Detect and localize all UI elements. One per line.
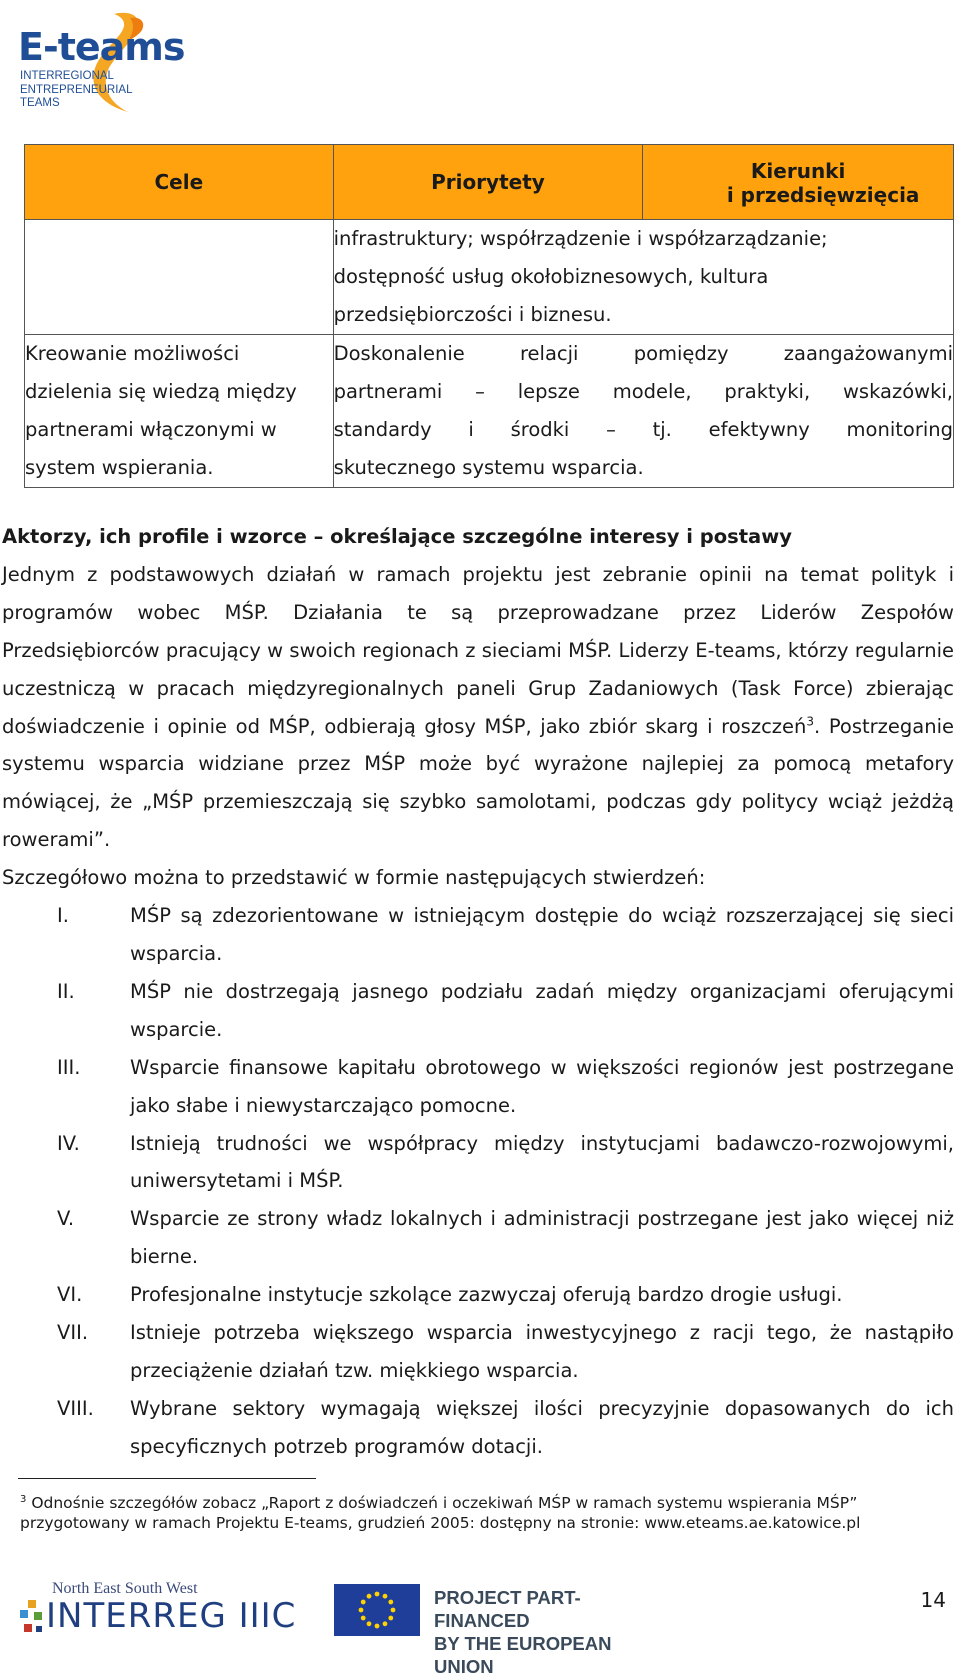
header-kierunki [643,145,954,220]
cell-line: przedsiębiorczości i biznesu. [333,303,612,326]
interreg-tagline: North East South West [52,1580,198,1597]
list-item-number: V. [57,1207,75,1231]
list-item [2,1049,954,1125]
cell-line: infrastruktury; współrządzenie i współzarządzanie; [333,227,828,250]
table-cell-cele [25,335,334,488]
cell-line: Doskonalenie relacji pomiędzy zaangażowanymi [333,342,953,365]
list-item-text: Wsparcie ze strony władz lokalnych i administracji postrzegane jest jako więcej niż bierne. [130,1207,954,1269]
list-item-number: VI. [57,1283,83,1307]
list-item-number: III. [57,1055,81,1079]
cell-line: partnerami – lepsze modele, praktyki, wskazówki, [333,380,953,403]
table-row [25,335,954,488]
logo-subtitle-line: TEAMS [20,97,60,109]
cell-line: skutecznego systemu wsparcia. [333,456,644,479]
cell-line: dzielenia się wiedzą między [25,380,297,403]
footnote-ref: 3 [806,714,815,729]
header-kierunki-line2: i przedsięwzięcia [726,183,920,207]
section-heading: Aktorzy, ich profile i wzorce – określające szczególne interesy i postawy [2,525,792,548]
table-row [25,220,954,335]
paragraph-text: . Postrzeganie systemu wsparcia widziane przez MŚP może być wyrażone najlepiej za pomocą metafory mówiącej, że „MŚP przemieszczają się szybko samolotami, podczas gdy politycy wciąż jeżdżą rowerami”. [2,714,954,852]
eu-cofinancing-text [434,1586,664,1678]
cell-line: partnerami włączonymi w [25,418,277,441]
list-item [2,1314,954,1390]
list-item-text: Wsparcie finansowe kapitału obrotowego w większości regionów jest postrzegane jako słabe i niewystarczająco pomocne. [130,1055,954,1117]
list-item-number: II. [57,979,75,1003]
eu-text-line: BY THE EUROPEAN UNION [434,1633,612,1677]
list-item-text: Profesjonalne instytucje szkolące zazwyczaj oferują bardzo drogie usługi. [130,1283,843,1307]
interreg-squares-icon [18,1598,48,1638]
table-cell-priorytety [333,335,953,488]
list-item-text: Istnieje potrzeba większego wsparcia inwestycyjnego z racji tego, że nastąpiło przeciążenie działań tzw. miękkiego wsparcia. [130,1321,954,1382]
eu-text-line: PROJECT PART-FINANCED [434,1587,581,1631]
list-item-text: Istnieją trudności we współpracy między instytucjami badawczo-rozwojowymi, uniwersytetami i MŚP. [130,1131,954,1193]
interreg-logo [18,1580,308,1640]
table-cell-cele [25,220,334,335]
eu-flag-icon [334,1584,420,1636]
eu-cofinancing-logo [334,1582,664,1677]
list-item-text: MŚP są zdezorientowane w istniejącym dostępie do wciąż rozszerzającej się sieci wsparcia. [130,904,954,965]
table-header-row [25,145,954,220]
objectives-table [24,144,954,488]
header-priorytety: Priorytety [333,145,643,220]
list-item-number: IV. [57,1131,80,1155]
list-item [2,1276,954,1314]
eu-stars-icon [334,1584,420,1636]
logo-subtitle [20,70,210,111]
cell-line: dostępność usług okołobiznesowych, kultura [333,265,769,288]
interreg-wordmark: INTERREG IIIC [46,1596,297,1636]
e-teams-logo [18,8,218,120]
list-intro: Szczegółowo można to przedstawić w formie następujących stwierdzeń: [2,866,706,890]
footnote-divider [18,1478,316,1479]
cell-line: standardy i środki – tj. efektywny monitoring [333,418,953,441]
list-item-number: VII. [57,1321,89,1345]
cell-line: system wspierania. [25,456,214,479]
cell-line: Kreowanie możliwości [25,342,240,365]
list-item-text: MŚP nie dostrzegają jasnego podziału zadań między organizacjami oferującymi wsparcie. [130,979,954,1041]
logo-subtitle-line: INTERREGIONAL [20,70,114,82]
footnote [20,1490,955,1533]
list-item [2,1125,954,1201]
document-body [2,518,954,1466]
table-cell-priorytety [333,220,953,335]
list-item-text: Wybrane sektory wymagają większej ilości precyzyjnie dopasowanych do ich specyficznych potrzeb programów dotacji. [130,1396,954,1458]
list-item-number: VIII. [57,1396,94,1420]
page-number: 14 [920,1588,946,1612]
header-kierunki-line1: Kierunki [750,159,846,183]
footnote-number: 3 [20,1494,27,1505]
list-item [2,897,954,973]
list-item [2,1200,954,1276]
list-item-number: I. [57,904,69,928]
footnote-text: Odnośnie szczegółów zobacz „Raport z doświadczeń i oczekiwań MŚP w ramach systemu wspierania MŚP” przygotowany w ramach Projektu E-teams, grudzień 2005: dostępny na stronie: www.eteams.ae.katowice.pl [20,1494,861,1532]
list-item [2,973,954,1049]
logo-wordmark: E-teams [18,25,185,69]
list-item [2,1390,954,1466]
statements-list [2,897,954,1466]
section-paragraph [2,556,954,859]
logo-subtitle-line: ENTREPRENEURIAL [20,83,133,96]
paragraph-text: Jednym z podstawowych działań w ramach projektu jest zebranie opinii na temat polityk i programów wobec MŚP. Działania te są przeprowadzane przez Liderów Zespołów Przedsiębiorców pracujący w swoich regionach z sieciami MŚP. Liderzy E-teams, którzy regularnie uczestniczą w pracach międzyregionalnych paneli Grup Zadaniowych (Task Force) zbierając doświadczenie i opinie od MŚP, odbierają głosy MŚP, jako zbiór skarg i roszczeń [2,562,954,738]
header-cele: Cele [25,145,334,220]
